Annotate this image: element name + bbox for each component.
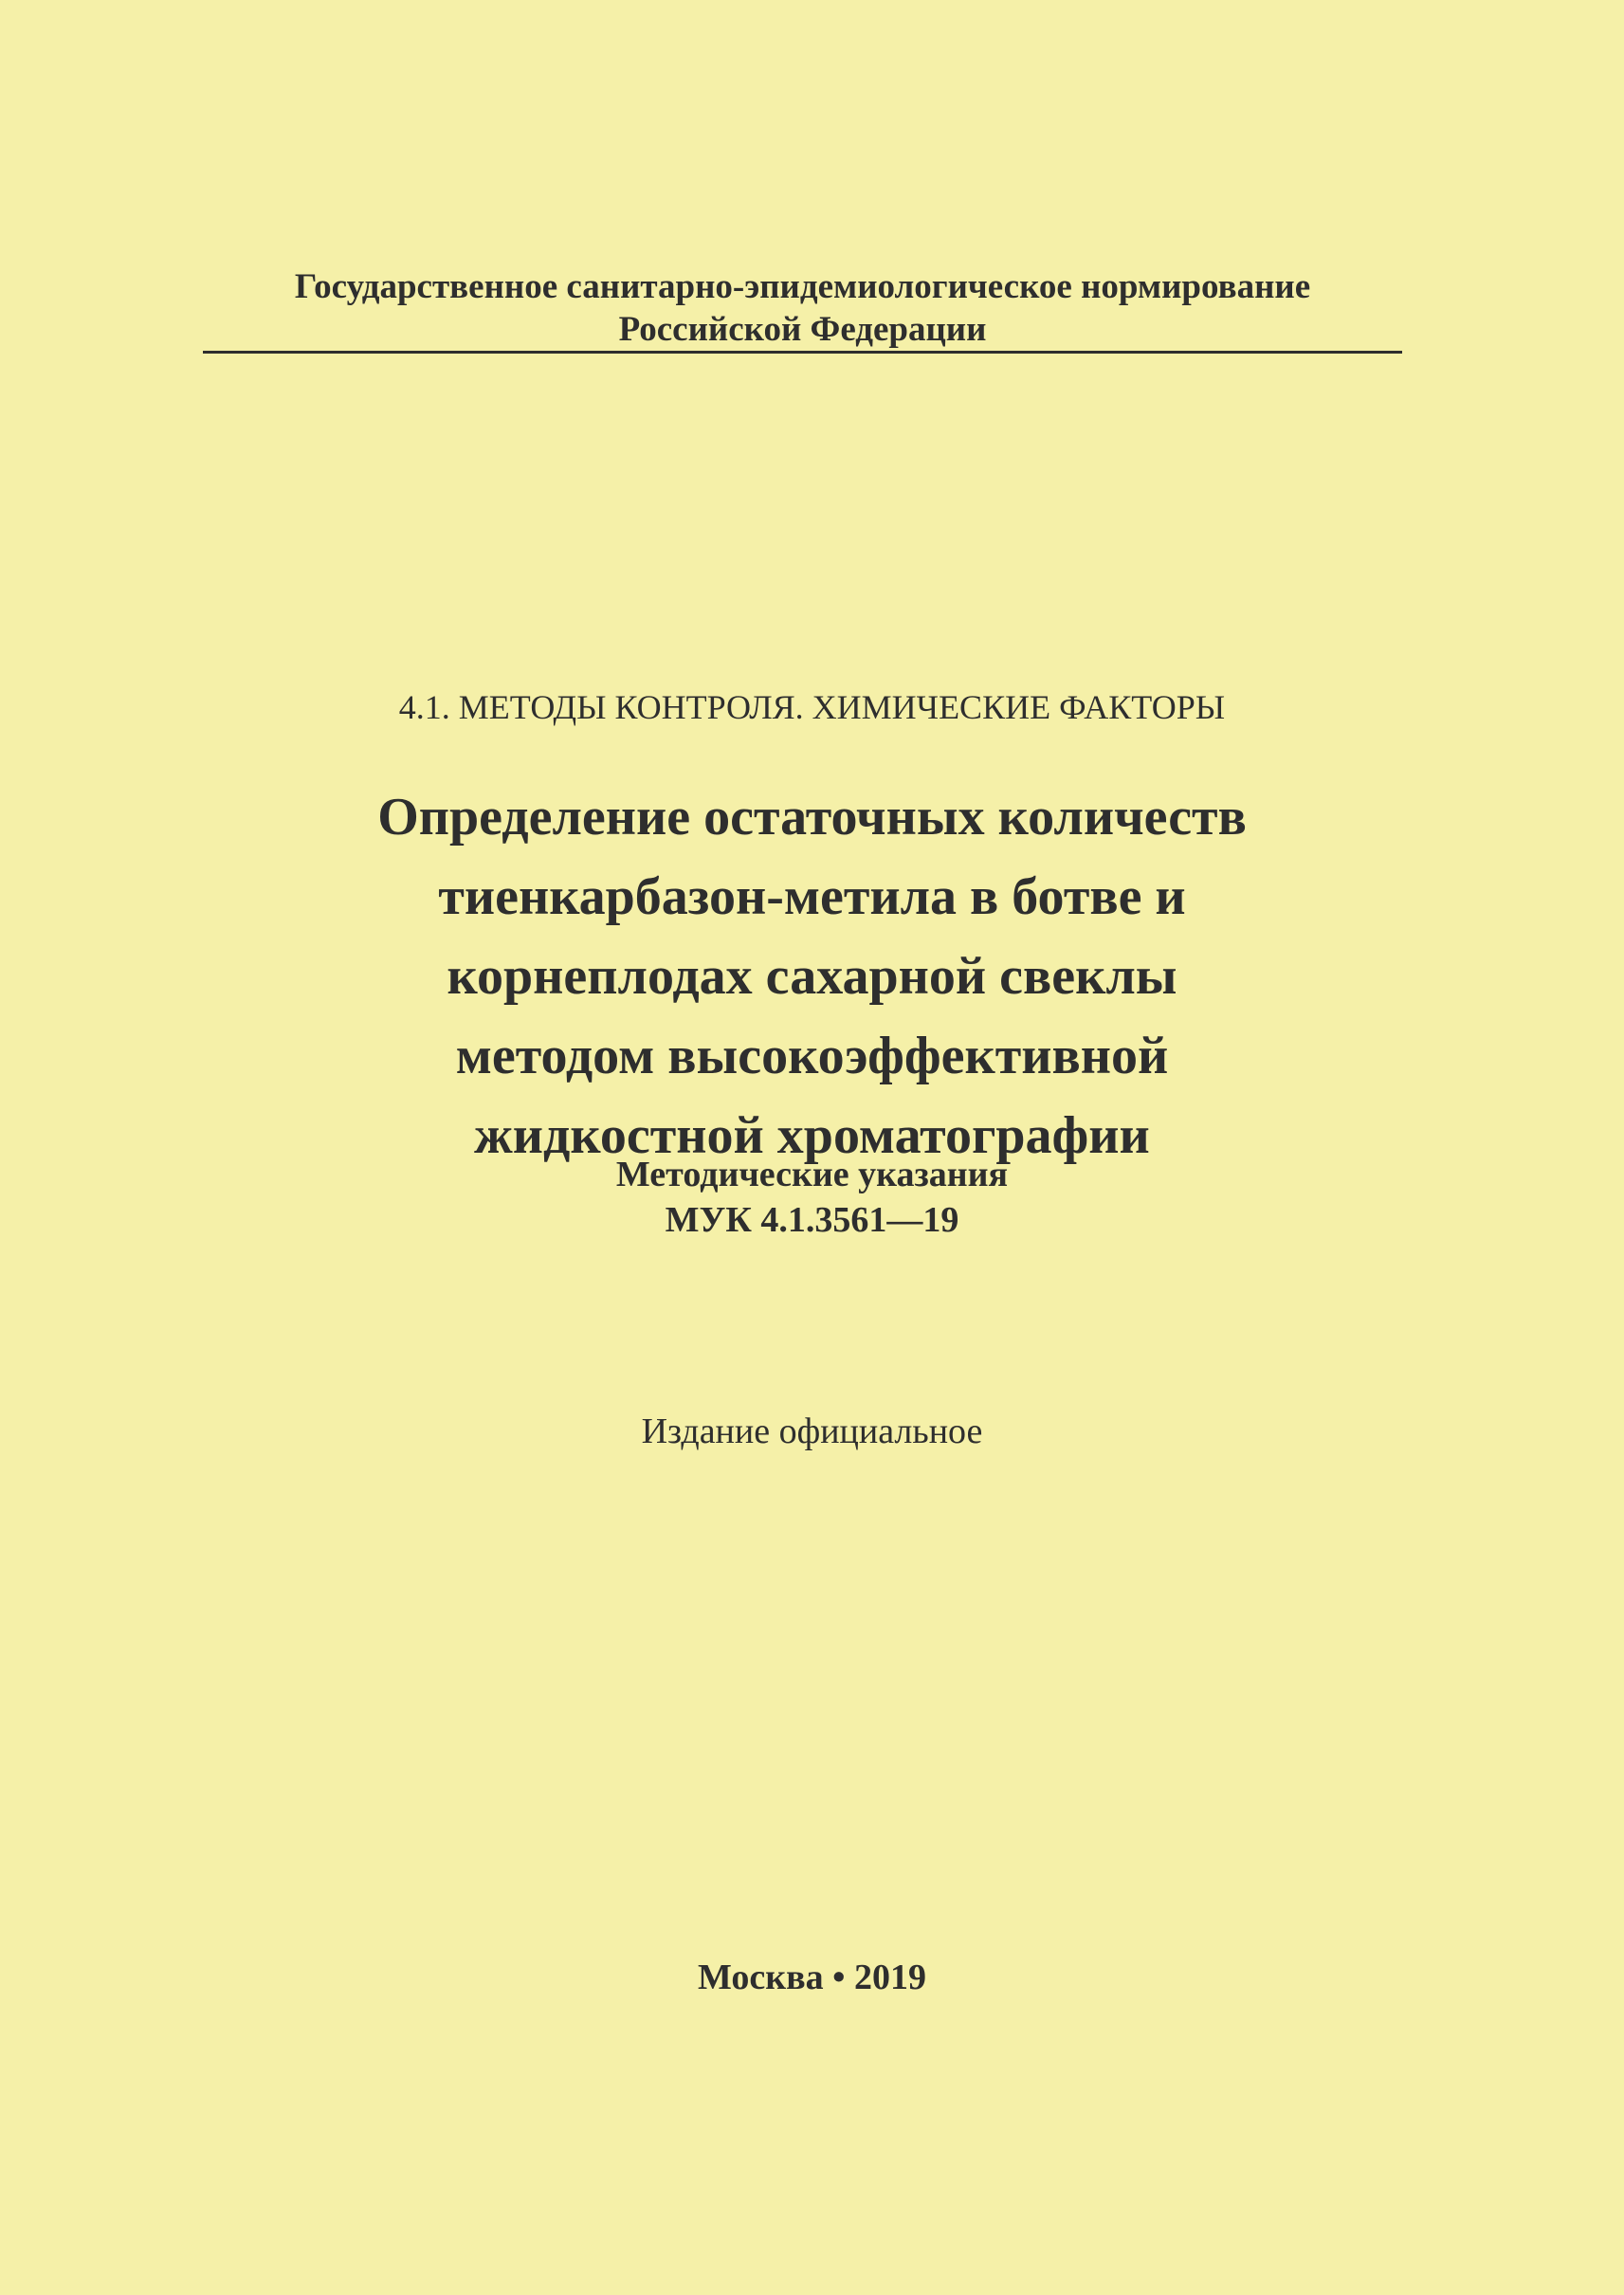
issuer-header-line-2: Российской Федерации bbox=[618, 310, 987, 349]
edition-label: Издание официальное bbox=[641, 1412, 983, 1451]
document-type: Методические указания bbox=[615, 1155, 1009, 1194]
title-line-1: Определение остаточных количеств bbox=[377, 788, 1247, 847]
document-code: МУК 4.1.3561—19 bbox=[665, 1200, 959, 1240]
category-heading: 4.1. МЕТОДЫ КОНТРОЛЯ. ХИМИЧЕСКИЕ ФАКТОРЫ bbox=[398, 688, 1226, 726]
title-line-4: методом высокоэффективной bbox=[455, 1027, 1169, 1085]
document-type-block bbox=[0, 1152, 1624, 1243]
title-line-3: корнеплодах сахарной свеклы bbox=[447, 947, 1177, 1006]
title-line-5: жидкостной хроматографии bbox=[474, 1106, 1150, 1165]
issuer-header bbox=[203, 265, 1402, 351]
document-title bbox=[0, 777, 1624, 1175]
issuer-header-line-1: Государственное санитарно-эпидемиологическое нормирование bbox=[294, 267, 1311, 306]
title-line-2: тиенкарбазон-метила в ботве и bbox=[438, 867, 1186, 926]
imprint-city-year: Москва • 2019 bbox=[698, 1958, 926, 1997]
header-divider bbox=[203, 351, 1402, 354]
